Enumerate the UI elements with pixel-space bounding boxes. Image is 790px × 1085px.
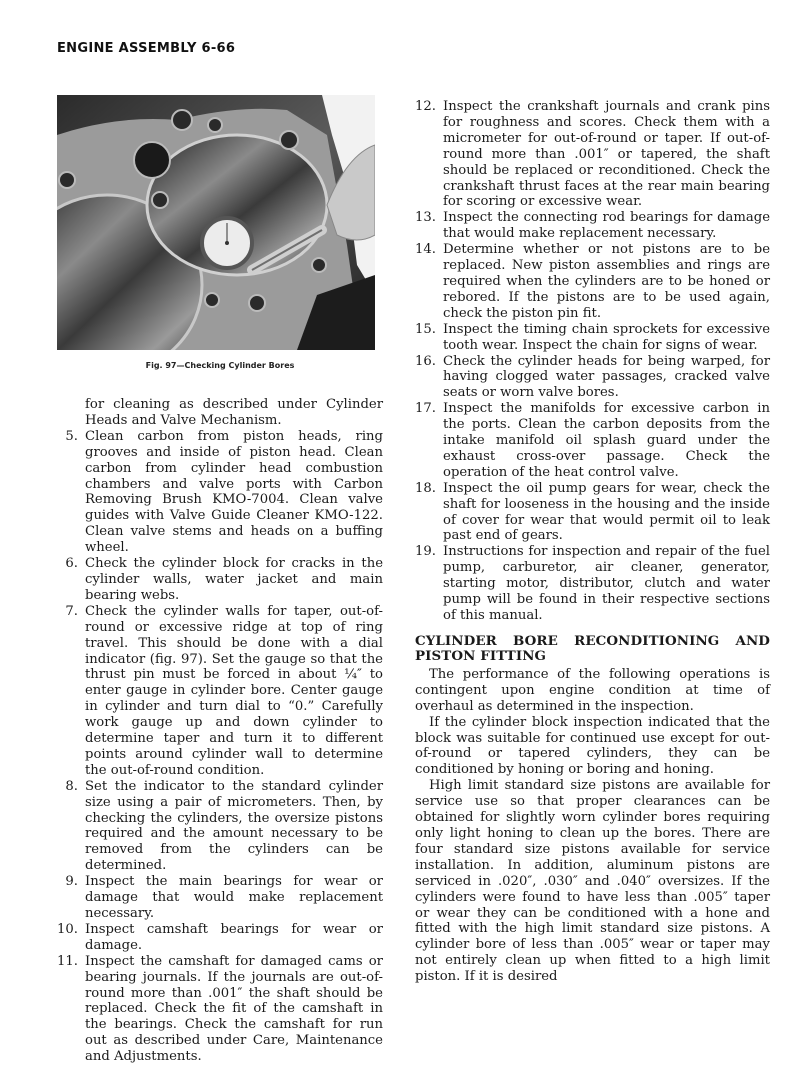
list-item [57, 429, 383, 556]
item-number: 6. [65, 556, 78, 572]
list-item [415, 242, 770, 322]
item-text: Inspect the oil pump gears for wear, check the shaft for looseness in the housing and the inside of cover for wear that would permit oil to leak past end of gears. [443, 480, 770, 544]
item-number: 7. [65, 603, 78, 619]
item-text: Inspect the manifolds for excessive carbon in the ports. Clean the carbon deposits from the intake manifold oil splash guard under the exhaust cross-over passage. Check the operation of the heat control valve. [443, 401, 770, 480]
item-number: 9. [65, 874, 78, 890]
item-number: 14. [415, 242, 436, 258]
left-column [57, 397, 383, 1065]
item-number: 19. [415, 544, 436, 560]
item-number: 13. [415, 210, 436, 226]
item-text: Set the indicator to the standard cylinder size using a pair of micrometers. Then, by checking the cylinders, the oversize pistons required and the amount necessary to be removed from the cylinders can be determined. [85, 778, 383, 874]
item-text: Inspect the main bearings for wear or damage that would make replacement necessary. [85, 874, 383, 921]
item-text: Inspect the crankshaft journals and crank pins for roughness and scores. Check them with a micrometer for out-of-round or taper. If out-of-round more than .001″ or tapered, the shaft should be replaced or reconditioned. Check the crankshaft thrust faces at the rear main bearing for scoring or excessive wear. [443, 99, 770, 210]
item-number: 18. [415, 480, 436, 496]
item-text: Instructions for inspection and repair of the fuel pump, carburetor, air cleaner, generator, starting motor, distributor, clutch and water pump will be found in their respective sections of this manual. [443, 544, 770, 623]
item-text: Check the cylinder block for cracks in the cylinder walls, water jacket and main bearing webs. [85, 556, 383, 603]
item-text: Clean carbon from piston heads, ring grooves and inside of piston head. Clean carbon from cylinder head combustion chambers and valve ports with Carbon Removing Brush KMO-7004. Clean valve guides with Valve Guide Cleaner KMO-122. Clean valve stems and heads on a buffing wheel. [85, 428, 383, 556]
item-text: Check the cylinder heads for being warped, for having clogged water passages, cracked valve seats or worn valve bores. [443, 353, 770, 401]
page-header: ENGINE ASSEMBLY 6-66 [57, 41, 236, 56]
list-item [57, 874, 383, 922]
dial-indicator-photo [57, 95, 375, 350]
item-text: Inspect the camshaft for damaged cams or bearing journals. If the journals are out-of-round more than .001″ the shaft should be replaced. Check the fit of the camshaft in the bearings. Check the camshaft for run out as described under Care, Maintenance and Adjustments. [85, 953, 383, 1065]
item-text: Check the cylinder walls for taper, out-of-round or excessive ridge at top of ring travel. This should be done with a dial indicator (fig. 97). Set the gauge so that the thrust pin must be forced in about ¼″ to enter gauge in cylinder bore. Center gauge in cylinder and turn dial to “0.” Carefully work gauge up and down cylinder to determine taper and turn it to different points around cylinder wall to determine the out-of-round condition. [85, 603, 383, 778]
item-text: Inspect camshaft bearings for wear or damage. [85, 921, 383, 953]
item-number: 11. [57, 953, 78, 969]
paragraph: High limit standard size pistons are available for service use so that proper clearances can be obtained for slightly worn cylinder bores requiring only light honing to clean up the bores. There are four standard size pistons available for service installation. In addition, aluminum pistons are serviced in .020″, .030″ and .040″ oversizes. If the cylinders were found to have less than .005″ taper or wear they can be conditioned with a hone and fitted with the high limit standard size pistons. A cylinder bore of less than .005″ wear or taper may not entirely clean up when fitted to a high limit piston. If it is desired [415, 778, 770, 985]
section-heading: CYLINDER BORE RECONDITIONING AND PISTON FITTING [415, 632, 770, 664]
item-text: Inspect the connecting rod bearings for damage that would make replacement necessary. [443, 210, 770, 242]
item-number: 15. [415, 321, 436, 337]
figure-caption: Fig. 97—Checking Cylinder Bores [145, 361, 295, 370]
list-item [415, 401, 770, 481]
figure-photo [57, 95, 375, 350]
list-item [57, 922, 383, 954]
item-text: Inspect the timing chain sprockets for excessive tooth wear. Inspect the chain for signs of wear. [443, 321, 770, 353]
list-item [57, 604, 383, 779]
list-item [57, 556, 383, 604]
paragraph: If the cylinder block inspection indicated that the block was suitable for continued use except for out-of-round or tapered cylinders, they can be conditioned by honing or boring and honing. [415, 714, 770, 778]
item-number: 5. [65, 428, 78, 444]
list-item [415, 99, 770, 210]
item-number: 17. [415, 401, 436, 417]
paragraph: The performance of the following operations is contingent upon engine condition at time of overhaul as determined in the inspection. [415, 666, 770, 714]
item-number: 10. [57, 921, 78, 937]
list-item [415, 354, 770, 402]
list-item [415, 481, 770, 545]
continuation-text: for cleaning as described under Cylinder Heads and Valve Mechanism. [85, 397, 383, 428]
item-number: 12. [415, 99, 436, 114]
list-item [415, 210, 770, 242]
item-number: 8. [65, 778, 78, 794]
list-item [57, 779, 383, 874]
item-number: 16. [415, 353, 436, 369]
item-text: Determine whether or not pistons are to be replaced. New piston assemblies and rings are required when the cylinders are to be honed or rebored. If the pistons are to be used again, check the piston pin fit. [443, 242, 770, 321]
right-column [415, 99, 770, 985]
list-item [57, 954, 383, 1065]
list-item [415, 544, 770, 624]
list-item [415, 322, 770, 354]
